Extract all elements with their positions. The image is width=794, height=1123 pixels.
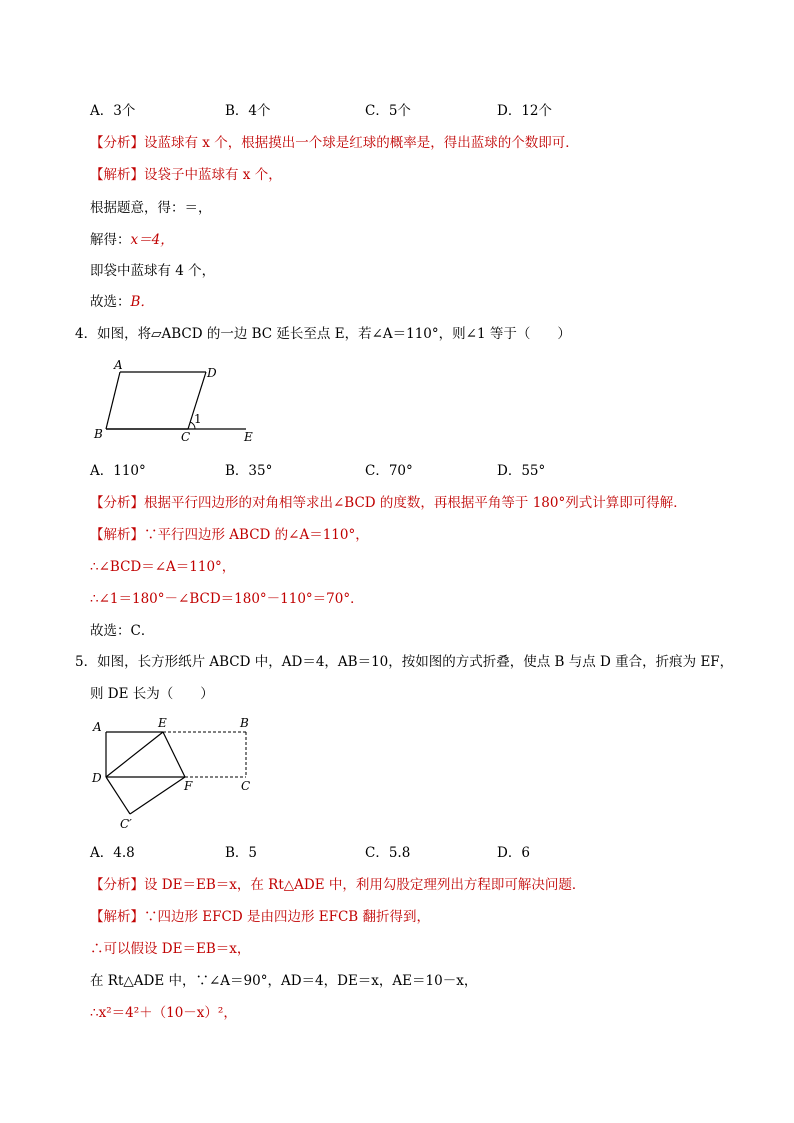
analysis-text: 根据平行四边形的对角相等求出∠BCD 的度数，再根据平角等于 180°列式计算即可得解． [144, 495, 687, 511]
q4-option-b: B．35° [225, 463, 273, 479]
analysis-tag: 【分析】 [90, 877, 144, 893]
q5-stem-line-2: 则 DE 长为（ ） [90, 686, 214, 702]
label-c: C [181, 430, 191, 444]
q4-line-2: ∴∠1＝180°－∠BCD＝180°－110°＝70°． [90, 591, 364, 607]
q4-option-c: C．70° [365, 463, 413, 479]
label-e: E [158, 716, 167, 730]
q3-solution [90, 165, 282, 185]
label-a: A [114, 358, 123, 372]
solution-text: ∵四边形 EFCD 是由四边形 EFCB 翻折得到， [144, 909, 431, 925]
line-value: x＝4， [130, 232, 174, 248]
q3-line-3: 即袋中蓝球有 4 个， [90, 263, 216, 279]
q4-analysis [90, 493, 687, 513]
q5-rectangle-fold-figure [88, 714, 268, 834]
q4-parallelogram-figure [88, 358, 268, 448]
q5-analysis [90, 875, 585, 895]
q3-option-c: C．5个 [365, 103, 411, 119]
q5-option-b: B．5 [225, 845, 258, 861]
q3-option-a: A．3个 [90, 103, 136, 119]
label-f: F [184, 779, 193, 793]
q4-solution [90, 525, 369, 545]
q4-option-d: D．55° [497, 463, 546, 479]
answer-value: B． [130, 294, 154, 310]
q3-answer [90, 292, 154, 312]
label-angle-1: 1 [194, 412, 202, 426]
label-e: E [244, 430, 253, 444]
q4-answer: 故选：C． [90, 623, 155, 639]
analysis-tag: 【分析】 [90, 135, 144, 151]
solution-text: 设袋子中蓝球有 x 个， [144, 167, 282, 183]
q5-option-d: D．6 [497, 845, 530, 861]
q3-option-d: D．12个 [497, 103, 553, 119]
q5-solution [90, 907, 430, 927]
label-d: D [92, 771, 102, 785]
label-c: C [241, 779, 251, 793]
q4-line-1: ∴∠BCD＝∠A＝110°， [90, 559, 236, 575]
label-b: B [94, 427, 103, 441]
solution-tag: 【解析】 [90, 167, 144, 183]
q3-analysis [90, 133, 579, 153]
solution-text: ∵平行四边形 ABCD 的∠A＝110°， [144, 527, 369, 543]
q5-option-c: C．5.8 [365, 845, 411, 861]
line-prefix: 解得： [90, 232, 131, 248]
q5-line-2: 在 Rt△ADE 中，∵∠A＝90°，AD＝4，DE＝x，AE＝10－x， [90, 973, 478, 989]
label-b: B [240, 716, 249, 730]
q3-option-b: B．4个 [225, 103, 271, 119]
q4-stem: 4．如图，将▱ABCD 的一边 BC 延长至点 E，若∠A＝110°，则∠1 等于（ ） [75, 326, 571, 342]
solution-tag: 【解析】 [90, 909, 144, 925]
label-c-prime: C′ [120, 817, 132, 831]
q5-stem-line-1: 5．如图，长方形纸片 ABCD 中，AD＝4，AB＝10，按如图的方式折叠，使点 B 与点 D 重合，折痕为 EF， [75, 654, 734, 670]
q5-line-3: ∴x²＝4²＋（10－x）²， [90, 1005, 237, 1021]
analysis-tag: 【分析】 [90, 495, 144, 511]
q3-line-1: 根据题意，得：＝， [90, 200, 212, 216]
analysis-text: 设蓝球有 x 个，根据摸出一个球是红球的概率是，得出蓝球的个数即可． [144, 135, 579, 151]
q5-line-1: ∴可以假设 DE＝EB＝x， [90, 941, 251, 957]
solution-tag: 【解析】 [90, 527, 144, 543]
analysis-text: 设 DE＝EB＝x，在 Rt△ADE 中，利用勾股定理列出方程即可解决问题． [144, 877, 586, 893]
label-a: A [93, 720, 102, 734]
q4-option-a: A．110° [90, 463, 146, 479]
q5-option-a: A．4.8 [90, 845, 135, 861]
answer-prefix: 故选： [90, 294, 131, 310]
q3-line-2 [90, 230, 174, 250]
label-d: D [207, 366, 217, 380]
